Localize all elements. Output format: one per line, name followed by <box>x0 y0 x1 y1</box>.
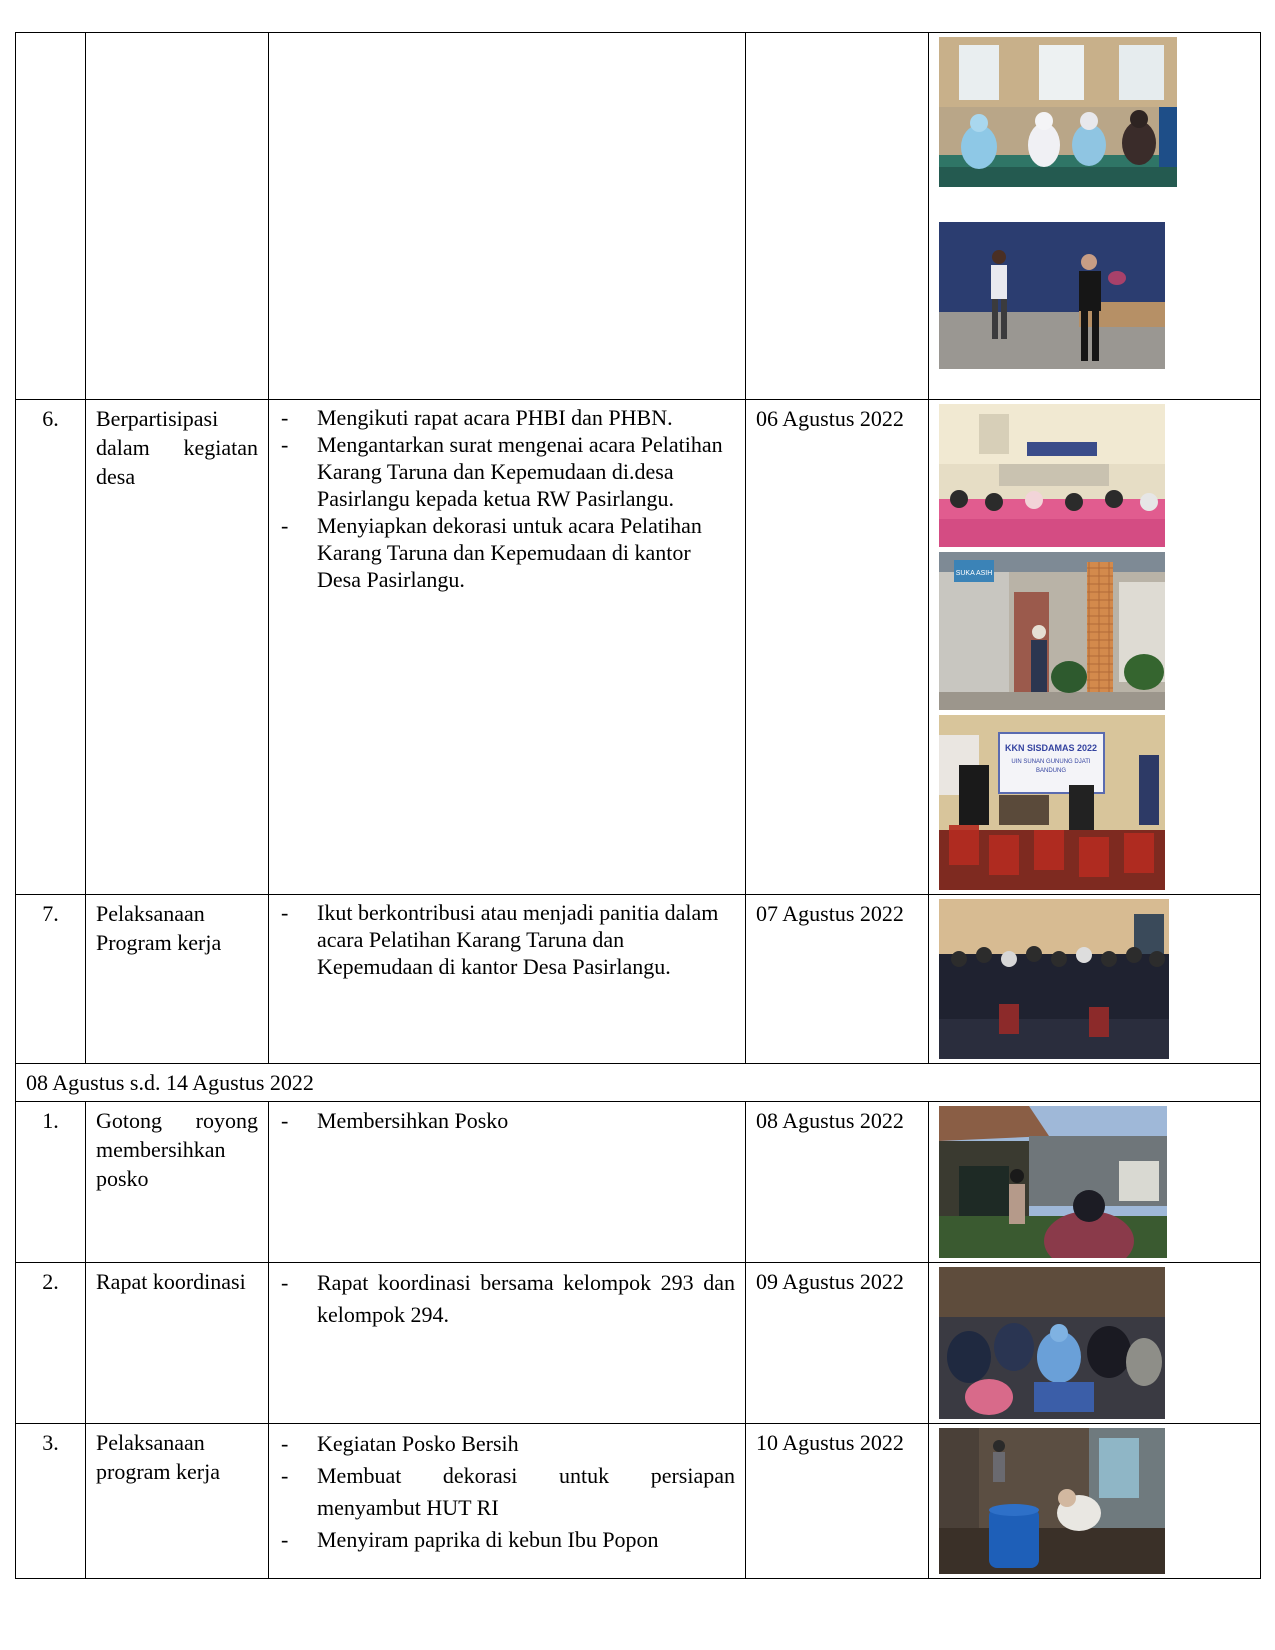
banner-title: KKN SISDAMAS 2022 <box>1004 743 1098 753</box>
photo-cell <box>929 400 1261 895</box>
photo-cell <box>929 1424 1261 1579</box>
activity-date: 10 Agustus 2022 <box>746 1424 929 1579</box>
activity-name: Berpartisipasi dalam kegiatan desa <box>86 400 269 895</box>
banner-subtitle: UIN SUNAN GUNUNG DJATI <box>1011 759 1091 765</box>
photo-badminton-court <box>939 222 1165 369</box>
row-number: 1. <box>16 1102 86 1263</box>
photo-village-office-entrance <box>939 552 1165 710</box>
photo-cell <box>929 1263 1261 1424</box>
activity-log-table <box>15 32 1261 1579</box>
activity-details <box>269 895 746 1064</box>
row-number: 3. <box>16 1424 86 1579</box>
activity-date: 07 Agustus 2022 <box>746 895 929 1064</box>
activity-date <box>746 33 929 400</box>
photo-meeting-hall <box>939 404 1165 547</box>
activity-name: Gotong royong membersihkan posko <box>86 1102 269 1263</box>
photo-youth-training-crowd <box>939 899 1169 1059</box>
table-row <box>16 1424 1261 1579</box>
photo-kkn-banner-room <box>939 715 1165 890</box>
photo-posko-bersih <box>939 1428 1165 1574</box>
row-number: 7. <box>16 895 86 1064</box>
activity-details <box>269 1424 746 1579</box>
photo-cell <box>929 1102 1261 1263</box>
photo-cell <box>929 895 1261 1064</box>
banner-city: BANDUNG <box>1035 768 1067 774</box>
detail-item: - Membuat dekorasi untuk persiapan menyambut HUT RI <box>281 1463 735 1520</box>
detail-item: - Ikut berkontribusi atau menjadi panitia dalam acara Pelatihan Karang Taruna dan Kepemudaan di kantor Desa Pasirlangu. <box>281 900 719 979</box>
activity-details <box>269 1263 746 1424</box>
activity-name: Pelaksanaan program kerja <box>86 1424 269 1579</box>
detail-item: - Mengikuti rapat acara PHBI dan PHBN. <box>281 405 673 430</box>
activity-date: 09 Agustus 2022 <box>746 1263 929 1424</box>
table-row <box>16 1263 1261 1424</box>
village-sign-text: SUKA ASIH <box>955 570 993 577</box>
detail-item: - Kegiatan Posko Bersih <box>281 1431 519 1456</box>
row-number <box>16 33 86 400</box>
activity-name: Rapat koordinasi <box>86 1263 269 1424</box>
table-row <box>16 400 1261 895</box>
table-row <box>16 1102 1261 1263</box>
table-row <box>16 895 1261 1064</box>
activity-date: 08 Agustus 2022 <box>746 1102 929 1263</box>
detail-item: - Membersihkan Posko <box>281 1108 509 1133</box>
photo-cleaning-posko <box>939 1106 1167 1258</box>
activity-details <box>269 400 746 895</box>
row-number: 6. <box>16 400 86 895</box>
week-range-header: 08 Agustus s.d. 14 Agustus 2022 <box>16 1064 1261 1102</box>
detail-item: - Menyiram paprika di kebun Ibu Popon <box>281 1527 659 1552</box>
row-number: 2. <box>16 1263 86 1424</box>
detail-item: - Mengantarkan surat mengenai acara Pelatihan Karang Taruna dan Kepemudaan di.desa Pasirlangu kepada ketua RW Pasirlangu. <box>281 432 723 511</box>
activity-date: 06 Agustus 2022 <box>746 400 929 895</box>
photo-women-prayer-hall <box>939 37 1177 187</box>
activity-name <box>86 33 269 400</box>
detail-item: - Rapat koordinasi bersama kelompok 293 dan kelompok 294. <box>281 1270 735 1327</box>
table-row <box>16 1064 1261 1102</box>
activity-name: Pelaksanaan Program kerja <box>86 895 269 1064</box>
detail-item: - Menyiapkan dekorasi untuk acara Pelatihan Karang Taruna dan Kepemudaan di kantor Desa Pasirlangu. <box>281 513 702 592</box>
activity-details <box>269 33 746 400</box>
table-row <box>16 33 1261 400</box>
photo-cell <box>929 33 1261 400</box>
activity-details <box>269 1102 746 1263</box>
photo-coordination-meeting <box>939 1267 1165 1419</box>
